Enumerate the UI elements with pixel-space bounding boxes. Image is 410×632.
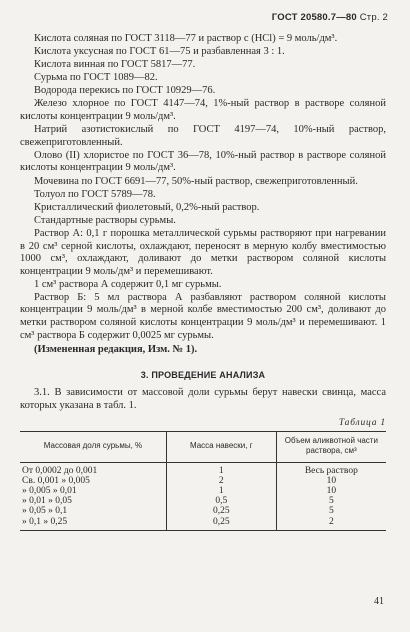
table-cell: 0,25 (166, 506, 276, 516)
table-cell: 0,25 (166, 517, 276, 531)
table-cell: Весь раствор (304, 465, 358, 476)
paragraph: 1 см³ раствора А содержит 0,1 мг сурьмы. (34, 278, 222, 290)
table-cell: 10 (326, 475, 337, 486)
paragraph: Толуол по ГОСТ 5789—78. (34, 188, 156, 200)
table-row (20, 506, 386, 516)
paragraph: Раствор Б: 5 мл раствора А разбавляют раствором соляной кислоты концентрации 9 моль/дм³ в мерной колбе вместимостью 200 см³, доливают до метки раствором соляной кислоты концентрации 9 моль/дм³ и перемешивают. 1 см³ раствора Б содержит 0,0025 мг сурьмы. (20, 291, 386, 341)
table-header-row (20, 432, 386, 462)
table-header-cell: Масса навески, г (166, 432, 276, 462)
table-cell: 2 (166, 476, 276, 486)
paragraph: Олово (II) хлористое по ГОСТ 36—78, 10%-ный раствор в растворе соляной кислоты концентрации 9 моль/дм³. (20, 149, 386, 174)
table-cell: » 0,1 » 0,25 (20, 517, 166, 531)
section-title: 3. ПРОВЕДЕНИЕ АНАЛИЗА (140, 369, 266, 380)
paragraph: Кислота уксусная по ГОСТ 61—75 и разбавленная 3 : 1. (34, 46, 285, 58)
table-cell: От 0,0002 до 0,001 (20, 462, 166, 476)
table-row (20, 517, 386, 531)
table-cell: 0,5 (166, 496, 276, 506)
standard-number: ГОСТ 20580.7—80 (271, 12, 357, 23)
table-header-cell: Объем аликвотной части раствора, см³ (276, 432, 386, 462)
table-cell: 5 (328, 496, 334, 507)
table-cell: 1 (166, 462, 276, 476)
table-cell: » 0,05 » 0,1 (20, 506, 166, 516)
table-1 (20, 431, 386, 531)
paragraph: Железо хлорное по ГОСТ 4147—74, 1%-ный раствор в растворе соляной кислоты концентрации 9 моль/дм³. (20, 98, 386, 123)
paragraph: Сурьма по ГОСТ 1089—82. (34, 72, 158, 84)
table-cell: 1 (166, 486, 276, 496)
running-header (272, 12, 388, 23)
table-cell: Св. 0,001 » 0,005 (20, 476, 166, 486)
paragraph: Кристаллический фиолетовый, 0,2%-ный раствор. (34, 201, 260, 213)
paragraph: Кислота винная по ГОСТ 5817—77. (34, 59, 196, 71)
table-cell: » 0,005 » 0,01 (20, 486, 166, 496)
table-row (20, 476, 386, 486)
table-cell: 2 (276, 517, 386, 531)
table-row (20, 462, 386, 476)
table-row (20, 496, 386, 506)
table-cell: 5 (328, 506, 334, 517)
revision-note: (Измененная редакция, Изм. № 1). (34, 344, 198, 356)
section-paragraph: 3.1. В зависимости от массовой доли сурьмы берут навески свинца, масса которых указана в табл. 1. (20, 387, 386, 412)
paragraph: Кислота соляная по ГОСТ 3118—77 и раствор с (HCl) = 9 моль/дм³. (34, 33, 338, 44)
paragraph: Мочевина по ГОСТ 6691—77, 50%-ный раствор, свежеприготовленный. (34, 175, 358, 187)
table-cell: » 0,01 » 0,05 (20, 496, 166, 506)
table-caption: Таблица 1 (338, 417, 386, 428)
paragraph: Натрий азотистокислый по ГОСТ 4197—74, 10%-ный раствор, свежеприготовленный. (20, 124, 386, 148)
document-body (20, 33, 386, 531)
table-header-cell: Массовая доля сурьмы, % (20, 432, 166, 462)
paragraph: Раствор А: 0,1 г порошка металлической сурьмы растворяют при нагревании в 20 см³ серной кислоты, охлаждают, переносят в мерную колбу вместимостью 1000 см³, охлаждают, доливают до метки раствором соляной кислоты концентрации 9 моль/дм³ и перемешивают. (20, 227, 386, 277)
table-cell: 10 (326, 486, 337, 497)
table-row (20, 486, 386, 496)
paragraph: Стандартные растворы сурьмы. (34, 214, 176, 226)
page-number: 41 (374, 596, 384, 607)
paragraph: Водорода перекись по ГОСТ 10929—76. (34, 85, 216, 97)
page-label: Стр. 2 (359, 12, 388, 23)
